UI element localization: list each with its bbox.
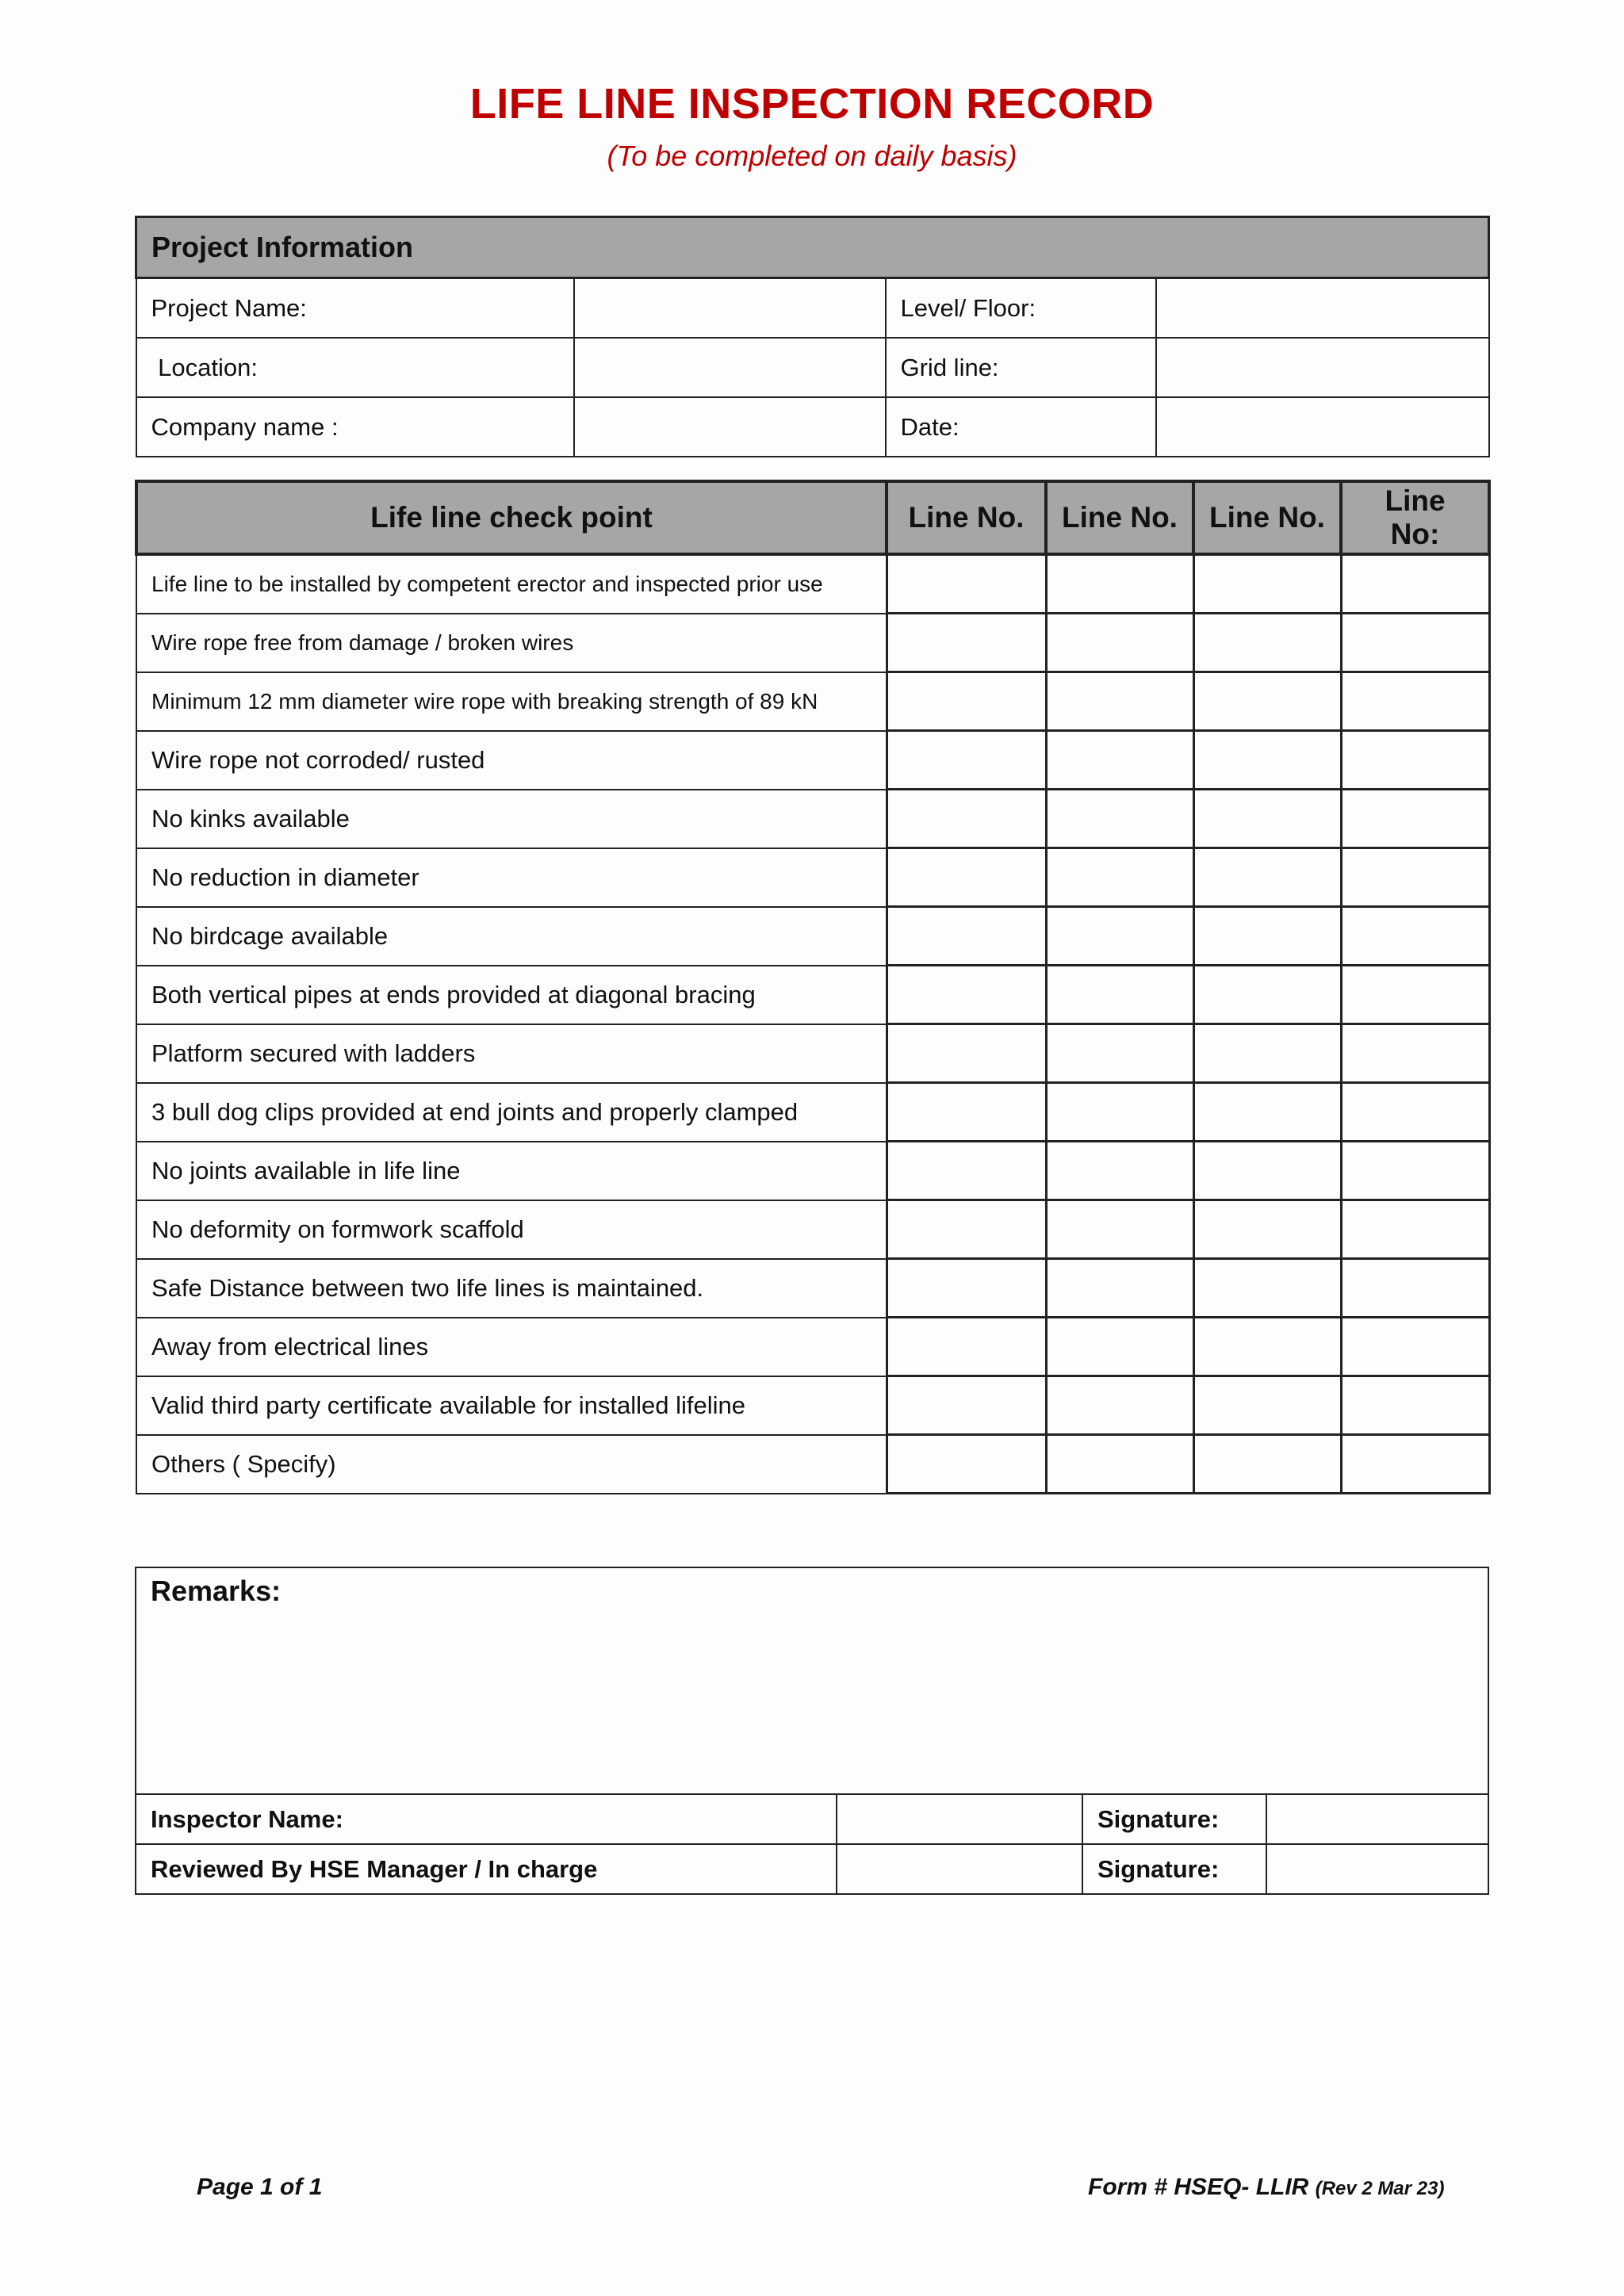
checkpoint-label: Wire rope not corroded/ rusted — [136, 731, 887, 790]
line-check-cell[interactable] — [887, 907, 1046, 966]
form-revision: (Rev 2 Mar 23) — [1315, 2178, 1445, 2199]
line-check-cell[interactable] — [1193, 1259, 1341, 1318]
line-check-cell[interactable] — [1341, 1318, 1489, 1376]
line-check-cell[interactable] — [1341, 554, 1489, 614]
checkpoint-label: No deformity on formwork scaffold — [136, 1200, 887, 1259]
line-check-cell[interactable] — [1341, 1200, 1489, 1259]
checkpoint-label: Minimum 12 mm diameter wire rope with breaking strength of 89 kN — [136, 672, 887, 731]
company-name-field[interactable] — [574, 397, 886, 457]
line-check-cell[interactable] — [1046, 1142, 1193, 1200]
line-check-cell[interactable] — [1193, 848, 1341, 907]
line-check-cell[interactable] — [1193, 1376, 1341, 1435]
level-floor-label: Level/ Floor: — [886, 278, 1156, 339]
line-check-cell[interactable] — [887, 1142, 1046, 1200]
page-subtitle: (To be completed on daily basis) — [607, 140, 1017, 172]
reviewer-signature-field[interactable] — [1266, 1844, 1488, 1894]
line-check-cell[interactable] — [887, 1259, 1046, 1318]
checklist-row — [136, 1083, 1489, 1142]
checklist-row — [136, 1024, 1489, 1083]
checklist-row — [136, 848, 1489, 907]
project-info-table — [135, 216, 1490, 457]
page-title: LIFE LINE INSPECTION RECORD — [469, 80, 1155, 128]
date-label: Date: — [886, 397, 1156, 457]
checklist-row — [136, 790, 1489, 848]
checklist-row — [136, 1200, 1489, 1259]
inspector-signature-label: Signature: — [1082, 1794, 1266, 1844]
line-check-cell[interactable] — [887, 614, 1046, 672]
project-name-field[interactable] — [574, 278, 886, 339]
line-check-cell[interactable] — [1341, 966, 1489, 1024]
remarks-box[interactable] — [136, 1567, 1488, 1794]
project-name-label: Project Name: — [136, 278, 574, 339]
line-check-cell[interactable] — [887, 966, 1046, 1024]
line-check-cell[interactable] — [1341, 848, 1489, 907]
checkpoint-label: Both vertical pipes at ends provided at diagonal bracing — [136, 966, 887, 1024]
checkpoint-label: 3 bull dog clips provided at end joints and properly clamped — [136, 1083, 887, 1142]
reviewer-name-field[interactable] — [837, 1844, 1082, 1894]
line-no-header: Line No. — [1046, 481, 1193, 554]
checklist-row — [136, 614, 1489, 672]
reviewer-label: Reviewed By HSE Manager / In charge — [136, 1844, 837, 1894]
line-check-cell[interactable] — [1046, 1083, 1193, 1142]
line-check-cell[interactable] — [1341, 907, 1489, 966]
line-check-cell[interactable] — [1046, 1376, 1193, 1435]
line-check-cell[interactable] — [887, 1024, 1046, 1083]
location-label: Location: — [136, 338, 574, 397]
checklist-row — [136, 907, 1489, 966]
checklist-row — [136, 1142, 1489, 1200]
line-check-cell[interactable] — [1341, 1083, 1489, 1142]
remarks-table — [135, 1567, 1489, 1895]
form-code: Form # HSEQ- LLIR — [1088, 2174, 1309, 2200]
line-check-cell[interactable] — [1193, 1200, 1341, 1259]
line-check-cell[interactable] — [1046, 790, 1193, 848]
checklist-row — [136, 731, 1489, 790]
line-check-cell[interactable] — [1341, 1024, 1489, 1083]
checkpoint-label: No joints available in life line — [136, 1142, 887, 1200]
line-check-cell[interactable] — [1193, 966, 1341, 1024]
checkpoint-label: Safe Distance between two life lines is maintained. — [136, 1259, 887, 1318]
grid-line-label: Grid line: — [886, 338, 1156, 397]
line-check-cell[interactable] — [1046, 907, 1193, 966]
checklist-row — [136, 1435, 1489, 1494]
date-field[interactable] — [1156, 397, 1489, 457]
inspector-signature-field[interactable] — [1266, 1794, 1488, 1844]
line-no-header: Line No. — [1193, 481, 1341, 554]
checklist-row — [136, 1376, 1489, 1435]
line-check-cell[interactable] — [1193, 790, 1341, 848]
line-check-cell[interactable] — [1046, 554, 1193, 614]
reviewer-signature-label: Signature: — [1082, 1844, 1266, 1894]
line-check-cell[interactable] — [1341, 1259, 1489, 1318]
line-check-cell[interactable] — [887, 731, 1046, 790]
line-check-cell[interactable] — [887, 672, 1046, 731]
checkpoint-label: Wire rope free from damage / broken wires — [136, 614, 887, 672]
company-name-label: Company name : — [136, 397, 574, 457]
line-no-header: Line No. — [887, 481, 1046, 554]
line-check-cell[interactable] — [1341, 731, 1489, 790]
line-check-cell[interactable] — [1046, 848, 1193, 907]
line-check-cell[interactable] — [1193, 907, 1341, 966]
line-check-cell[interactable] — [887, 848, 1046, 907]
line-check-cell[interactable] — [1046, 1318, 1193, 1376]
checkpoint-label: Platform secured with ladders — [136, 1024, 887, 1083]
line-check-cell[interactable] — [1046, 966, 1193, 1024]
line-check-cell[interactable] — [1193, 1318, 1341, 1376]
checkpoint-label: Life line to be installed by competent erector and inspected prior use — [136, 554, 887, 614]
line-check-cell[interactable] — [887, 554, 1046, 614]
checklist-row — [136, 672, 1489, 731]
inspector-name-label: Inspector Name: — [136, 1794, 837, 1844]
line-check-cell[interactable] — [1341, 614, 1489, 672]
checkpoint-label: No birdcage available — [136, 907, 887, 966]
line-check-cell[interactable] — [1193, 672, 1341, 731]
checkpoint-label: Others ( Specify) — [136, 1435, 887, 1494]
checkpoint-label: Away from electrical lines — [136, 1318, 887, 1376]
line-check-cell[interactable] — [1193, 1435, 1341, 1494]
checklist-table — [135, 480, 1491, 1494]
line-check-cell[interactable] — [1341, 672, 1489, 731]
line-check-cell[interactable] — [1341, 1435, 1489, 1494]
line-check-cell[interactable] — [1046, 1024, 1193, 1083]
line-check-cell[interactable] — [1341, 1376, 1489, 1435]
project-info-heading: Project Information — [136, 217, 1489, 278]
checklist-row — [136, 1318, 1489, 1376]
line-check-cell[interactable] — [1193, 1142, 1341, 1200]
checkpoint-label: No kinks available — [136, 790, 887, 848]
line-check-cell[interactable] — [1193, 731, 1341, 790]
checklist-heading: Life line check point — [136, 481, 887, 554]
line-check-cell[interactable] — [887, 1083, 1046, 1142]
checkpoint-label: No reduction in diameter — [136, 848, 887, 907]
checklist-row — [136, 1259, 1489, 1318]
line-check-cell[interactable] — [1341, 790, 1489, 848]
line-check-cell[interactable] — [1046, 614, 1193, 672]
checklist-row — [136, 966, 1489, 1024]
line-no-header: Line No: — [1341, 481, 1489, 554]
checkpoint-label: Valid third party certificate available for installed lifeline — [136, 1376, 887, 1435]
line-check-cell[interactable] — [1046, 1435, 1193, 1494]
inspector-name-field[interactable] — [837, 1794, 1082, 1844]
checklist-row — [136, 554, 1489, 614]
line-check-cell[interactable] — [1341, 1142, 1489, 1200]
line-check-cell[interactable] — [1193, 614, 1341, 672]
line-check-cell[interactable] — [1046, 1259, 1193, 1318]
line-check-cell[interactable] — [1193, 554, 1341, 614]
level-floor-field[interactable] — [1156, 278, 1489, 339]
remarks-label: Remarks: — [151, 1575, 282, 1607]
line-check-cell[interactable] — [1046, 672, 1193, 731]
line-check-cell[interactable] — [887, 1200, 1046, 1259]
line-check-cell[interactable] — [887, 1435, 1046, 1494]
page-number: Page 1 of 1 — [197, 2174, 323, 2200]
line-check-cell[interactable] — [887, 1376, 1046, 1435]
grid-line-field[interactable] — [1156, 338, 1489, 397]
form-number — [1088, 2174, 1444, 2201]
line-check-cell[interactable] — [1046, 731, 1193, 790]
line-check-cell[interactable] — [1193, 1024, 1341, 1083]
line-check-cell[interactable] — [887, 1318, 1046, 1376]
line-check-cell[interactable] — [887, 790, 1046, 848]
location-field[interactable] — [574, 338, 886, 397]
line-check-cell[interactable] — [1046, 1200, 1193, 1259]
line-check-cell[interactable] — [1193, 1083, 1341, 1142]
